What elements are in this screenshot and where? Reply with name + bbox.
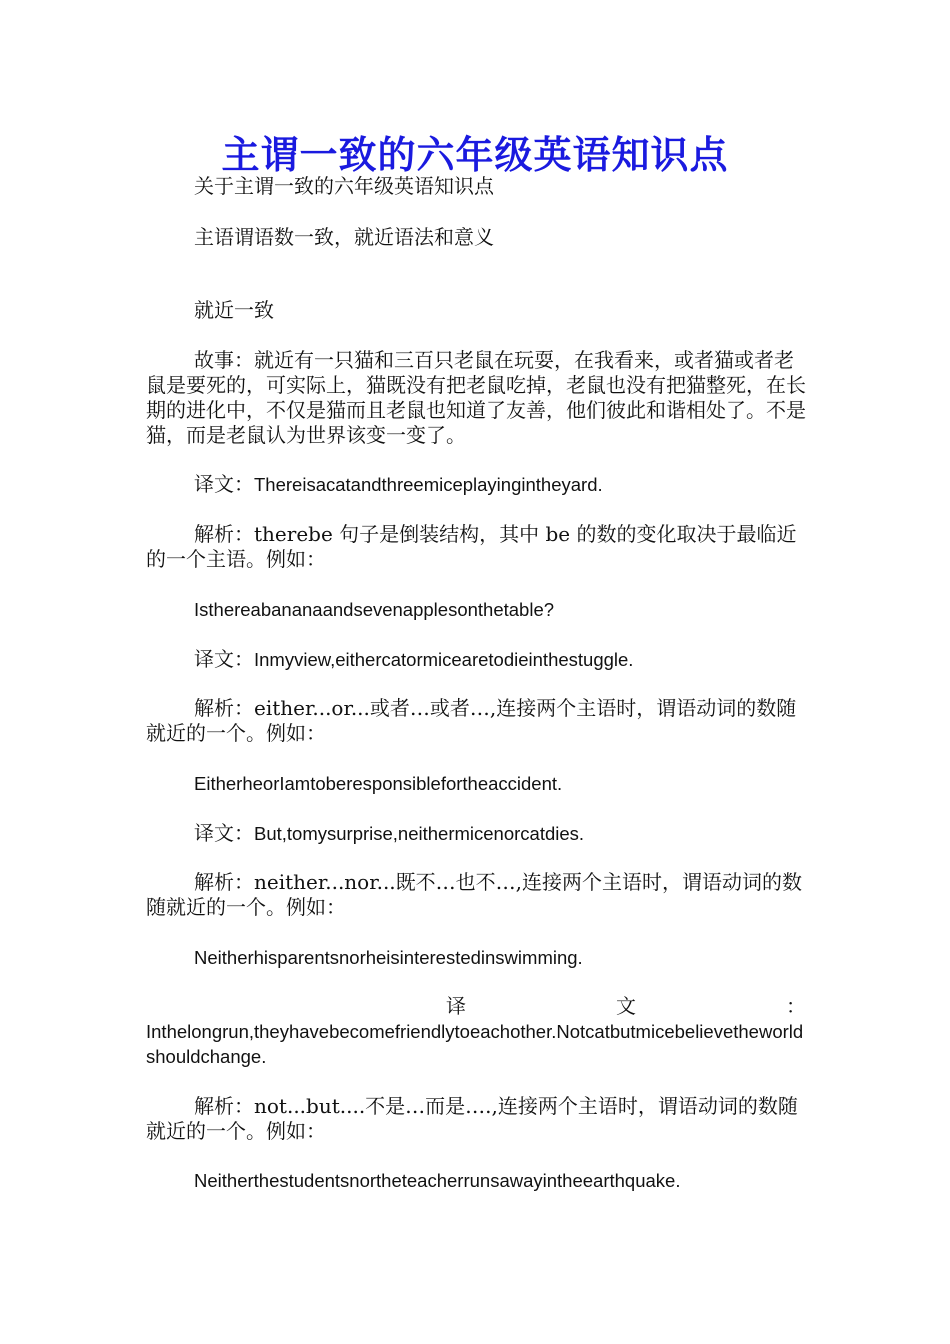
translation-text: Inmyview,eithercatormicearetodieinthestuggle.: [254, 649, 634, 670]
translation-prefix: 译文：: [194, 821, 254, 845]
example-3: Neitherhisparentsnorheisinterestedinswimming.: [194, 947, 583, 968]
analysis-prefix: 解析：: [194, 696, 254, 720]
translation-2: [146, 647, 806, 672]
analysis-text: either...or...或者…或者…,连接两个主语时，谓语动词的数随就近的一个。例如：: [146, 696, 797, 745]
analysis-text: neither...nor...既不…也不…,连接两个主语时，谓语动词的数随就近的一个。例如：: [146, 870, 803, 919]
analysis-text: therebe 句子是倒装结构，其中 be 的数的变化取决于最临近的一个主语。例如：: [146, 522, 797, 571]
analysis-prefix: 解析：: [194, 522, 254, 546]
analysis-text: not...but....不是…而是….,连接两个主语时，谓语动词的数随就近的一个。例如：: [146, 1094, 798, 1143]
translation-text: Thereisacatandthreemiceplayingintheyard.: [254, 474, 603, 495]
story-paragraph: 故事：就近有一只猫和三百只老鼠在玩耍，在我看来，或者猫或者老鼠是要死的，可实际上，猫既没有把老鼠吃掉，老鼠也没有把猫整死，在长期的进化中，不仅是猫而且老鼠也知道了友善，他们彼此和谐相处了。不是猫，而是老鼠认为世界该变一变了。: [146, 348, 806, 447]
translation-4: [146, 994, 806, 1069]
example-4: Neitherthestudentsnortheteacherrunsawayintheearthquake.: [194, 1170, 681, 1191]
translation-prefix: 译文：: [194, 647, 254, 671]
analysis-1: [146, 522, 806, 572]
document-title: 主谓一致的六年级英语知识点: [221, 132, 729, 177]
example-2: EitherheorIamtoberesponsiblefortheaccident.: [194, 773, 563, 794]
analysis-prefix: 解析：: [194, 1094, 254, 1118]
translation-prefix: 译文：: [446, 994, 806, 1018]
analysis-2: [146, 696, 806, 746]
analysis-3: [146, 870, 806, 920]
rule-line: 主语谓语数一致，就近语法和意义: [194, 225, 494, 249]
analysis-4: [146, 1094, 806, 1144]
translation-3: [146, 821, 806, 846]
translation-prefix: 译文：: [194, 472, 254, 496]
translation-1: [146, 472, 806, 497]
section-heading: 就近一致: [194, 298, 274, 322]
translation-text: Inthelongrun,theyhavebecomefriendlytoeachother.Notcatbutmicebelievetheworldshouldchange.: [146, 1021, 804, 1067]
translation-text: But,tomysurprise,neithermicenorcatdies.: [254, 823, 585, 844]
analysis-prefix: 解析：: [194, 870, 254, 894]
subtitle: 关于主谓一致的六年级英语知识点: [194, 174, 494, 198]
example-1: Isthereabananaandsevenapplesonthetable?: [194, 599, 555, 620]
